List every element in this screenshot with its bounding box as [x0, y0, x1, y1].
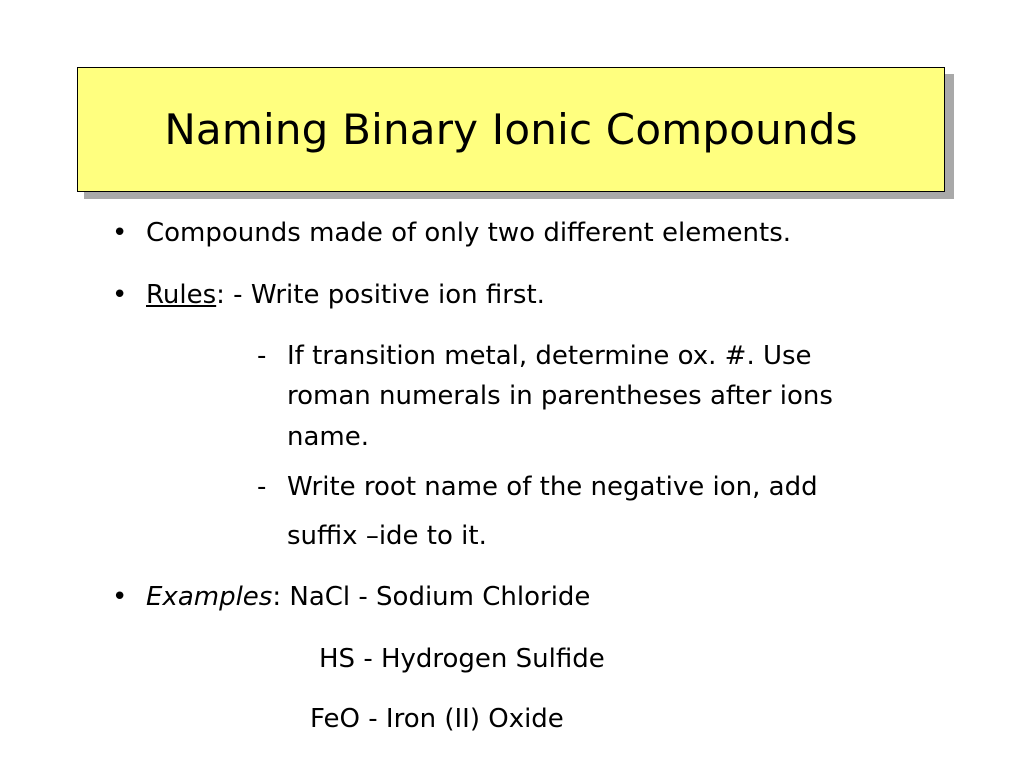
examples-line — [146, 581, 590, 613]
title-box — [77, 67, 945, 192]
sub-rule-dash: - — [257, 472, 267, 502]
sub-rule-2-line-2: suffix –ide to it. — [287, 521, 487, 551]
sub-rule-1-line-3: name. — [287, 422, 369, 452]
examples-label: Examples — [146, 582, 273, 612]
example-2: HS - Hydrogen Sulfide — [319, 644, 605, 674]
bullet-dot: • — [112, 218, 128, 248]
sub-rule-1-line-1: If transition metal, determine ox. #. Use — [287, 341, 812, 371]
sub-rule-dash: - — [257, 341, 267, 371]
rules-label: Rules — [146, 280, 217, 310]
bullet-dot: • — [112, 280, 128, 310]
example-3: FeO - Iron (II) Oxide — [310, 704, 564, 734]
rules-line — [146, 279, 545, 311]
slide-title: Naming Binary Ionic Compounds — [164, 105, 858, 154]
sub-rule-1-line-2: roman numerals in parentheses after ions — [287, 381, 833, 411]
rules-first-rule: : - Write positive ion first. — [216, 280, 545, 310]
sub-rule-2-line-1: Write root name of the negative ion, add — [287, 472, 818, 502]
example-1: : NaCl - Sodium Chloride — [272, 582, 591, 612]
intro-text: Compounds made of only two different elements. — [146, 218, 792, 248]
bullet-dot: • — [112, 582, 128, 612]
